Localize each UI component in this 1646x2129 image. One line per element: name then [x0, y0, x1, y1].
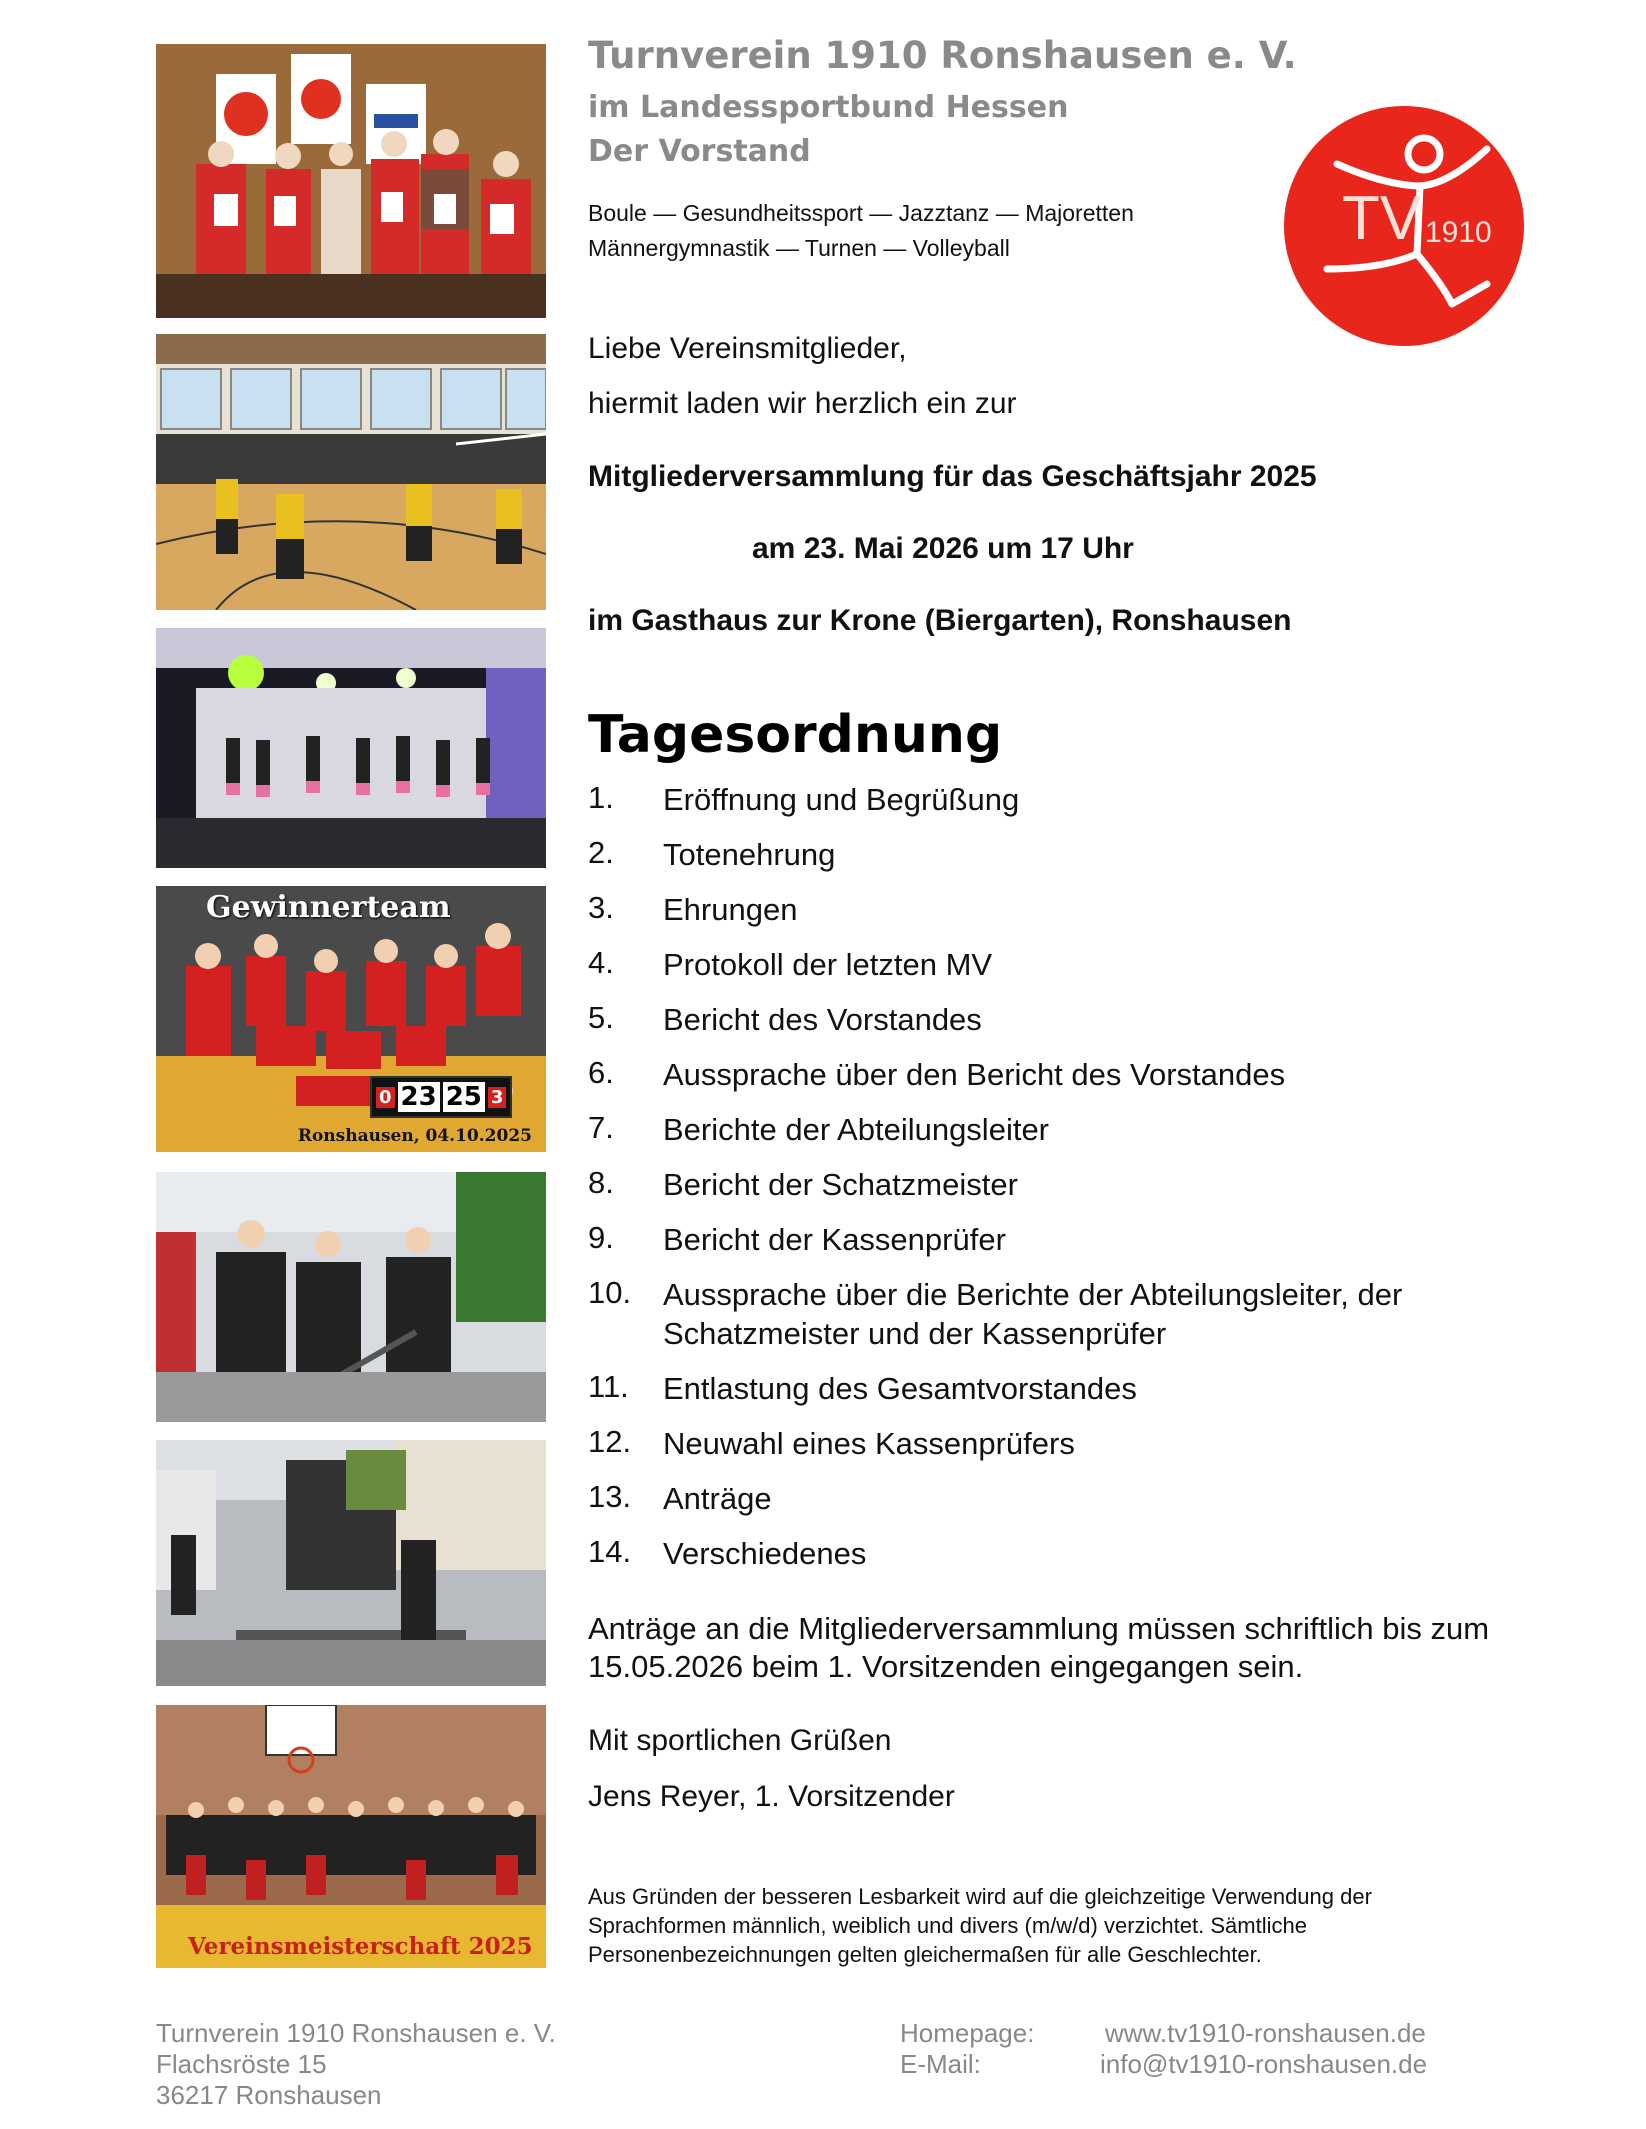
photo-gewinnerteam [156, 886, 546, 1152]
agenda-item-label: Aussprache über die Berichte der Abteilungsleiter, der Schatzmeister und der Kassenprüfer [663, 1277, 1403, 1351]
agenda-item [588, 1220, 1488, 1259]
score-right: 25 [443, 1082, 485, 1112]
agenda-item-number: 9. [588, 1220, 614, 1255]
footer-email-label: E-Mail: [900, 2049, 981, 2079]
club-subtitle-vorstand: Der Vorstand [588, 134, 811, 169]
agenda-item-number: 12. [588, 1424, 632, 1459]
agenda-item [588, 1534, 1488, 1573]
sports-line-1: Boule — Gesundheitssport — Jazztanz — Majoretten [588, 200, 1134, 226]
agenda-item-number: 1. [588, 780, 614, 815]
closing-signature: Jens Reyer, 1. Vorsitzender [588, 1780, 955, 1813]
agenda-item [588, 1165, 1488, 1204]
logo-tv-text: TV [1342, 184, 1422, 253]
event-location: im Gasthaus zur Krone (Biergarten), Ronshausen [588, 604, 1292, 637]
photo-vereinsmeisterschaft [156, 1705, 546, 1968]
agenda-item [588, 835, 1488, 874]
club-logo [1282, 104, 1526, 348]
sports-line-2: Männergymnastik — Turnen — Volleyball [588, 235, 1010, 261]
agenda-item [588, 1110, 1488, 1149]
agenda-item [588, 945, 1488, 984]
agenda-item-label: Eröffnung und Begrüßung [663, 782, 1020, 817]
agenda-item-label: Totenehrung [663, 837, 836, 872]
agenda-item [588, 890, 1488, 929]
agenda-item-label: Verschiedenes [663, 1536, 867, 1571]
event-date: am 23. Mai 2026 um 17 Uhr [752, 532, 1134, 565]
agenda-item-number: 3. [588, 890, 614, 925]
footer-city: 36217 Ronshausen [156, 2080, 382, 2110]
gewinnerteam-caption: Gewinnerteam [206, 890, 451, 925]
agenda-item [588, 1424, 1488, 1463]
agenda-item [588, 1479, 1488, 1518]
footer-street: Flachsröste 15 [156, 2049, 327, 2079]
footer-labels [900, 2018, 1034, 2080]
agenda-item-number: 8. [588, 1165, 614, 1200]
agenda-item-label: Ehrungen [663, 892, 798, 927]
vereinsmeisterschaft-caption: Vereinsmeisterschaft 2025 [188, 1933, 533, 1960]
gender-disclaimer: Aus Gründen der besseren Lesbarkeit wird auf die gleichzeitige Verwendung der Sprachformen männlich, weiblich und divers (m/w/d) verzichtet. Sämtliche Personenbezeichnungen gelten gleichermaßen für alle Geschlechter. [588, 1884, 1372, 1967]
agenda-item-label: Anträge [663, 1481, 772, 1516]
agenda-item-number: 13. [588, 1479, 632, 1514]
logo-year-text: 1910 [1425, 216, 1492, 249]
agenda-item-number: 4. [588, 945, 614, 980]
score-left: 23 [398, 1082, 440, 1112]
agenda-item-number: 5. [588, 1000, 614, 1035]
greeting: Liebe Vereinsmitglieder, [588, 332, 907, 365]
photo-stage-dance [156, 628, 546, 868]
agenda-title: Tagesordnung [588, 705, 1003, 765]
closing-regards: Mit sportlichen Grüßen [588, 1724, 892, 1757]
agenda-item-number: 14. [588, 1534, 632, 1569]
agenda-item [588, 780, 1488, 819]
gewinnerteam-date: Ronshausen, 04.10.2025 [297, 1126, 532, 1146]
photo-volleyball-hall [156, 334, 546, 610]
score-sets-left: 0 [376, 1087, 395, 1108]
invitation-intro: hiermit laden wir herzlich ein zur [588, 387, 1017, 420]
event-title: Mitgliederversammlung für das Geschäftsjahr 2025 [588, 460, 1317, 493]
photo-honorees [156, 44, 546, 318]
agenda-item-label: Protokoll der letzten MV [663, 947, 993, 982]
footer-email-link[interactable]: info@tv1910-ronshausen.de [1100, 2049, 1428, 2079]
footer-homepage-link[interactable]: www.tv1910-ronshausen.de [1105, 2018, 1426, 2048]
agenda-item-label: Bericht der Schatzmeister [663, 1167, 1018, 1202]
agenda-item-label: Aussprache über den Bericht des Vorstandes [663, 1057, 1286, 1092]
agenda-item-number: 10. [588, 1275, 632, 1310]
agenda-item [588, 1275, 1488, 1353]
score-sets-right: 3 [488, 1087, 507, 1108]
agenda-item [588, 1000, 1488, 1039]
footer-address [156, 2018, 556, 2111]
agenda-item-label: Neuwahl eines Kassenprüfers [663, 1426, 1075, 1461]
footer-club-name: Turnverein 1910 Ronshausen e. V. [156, 2018, 556, 2048]
agenda-item-number: 6. [588, 1055, 614, 1090]
agenda-item-number: 11. [588, 1369, 629, 1404]
agenda-item-number: 7. [588, 1110, 614, 1145]
agenda-item-label: Entlastung des Gesamtvorstandes [663, 1371, 1137, 1406]
club-subtitle-sportbund: im Landessportbund Hessen [588, 90, 1069, 125]
deadline-note: Anträge an die Mitgliederversammlung müssen schriftlich bis zum 15.05.2026 beim 1. Vorsitzenden eingegangen sein. [588, 1611, 1490, 1684]
agenda-item-label: Bericht des Vorstandes [663, 1002, 982, 1037]
scoreboard [370, 1076, 512, 1118]
agenda-item-number: 2. [588, 835, 614, 870]
photo-sprengmeister [156, 1172, 546, 1422]
agenda-item [588, 1369, 1488, 1408]
agenda-item-label: Berichte der Abteilungsleiter [663, 1112, 1050, 1147]
agenda-item [588, 1055, 1488, 1094]
footer-contacts [1100, 2018, 1427, 2080]
photo-street-parade [156, 1440, 546, 1686]
club-title: Turnverein 1910 Ronshausen e. V. [588, 34, 1297, 77]
agenda-item-label: Bericht der Kassenprüfer [663, 1222, 1006, 1257]
footer-homepage-label: Homepage: [900, 2018, 1035, 2048]
